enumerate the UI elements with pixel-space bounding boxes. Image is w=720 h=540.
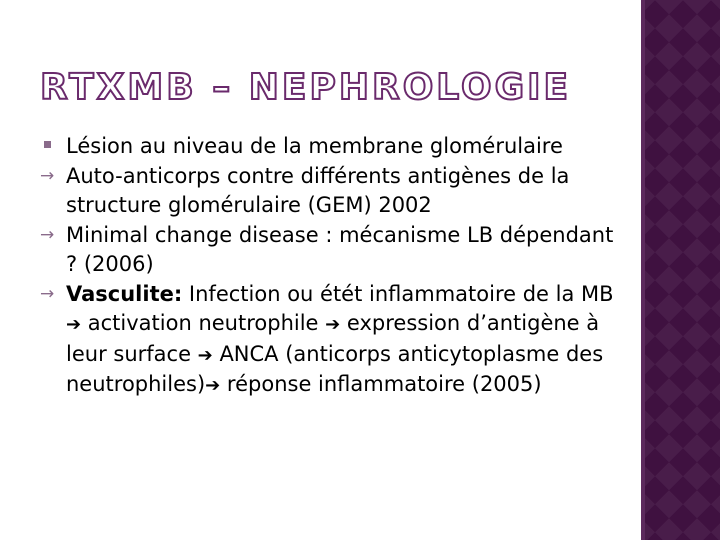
list-item <box>40 280 620 401</box>
list-item-text: Infection ou étét inflammatoire de la MB <box>182 281 614 306</box>
arrow-bullet-icon: → <box>40 283 55 304</box>
arrow-bullet-icon: → <box>40 224 55 245</box>
right-arrow-icon: ➔ <box>66 314 82 335</box>
list-item-label: Vasculite: <box>66 281 183 306</box>
right-arrow-icon: ➔ <box>325 314 341 335</box>
list-item-text: réponse inflammatoire (2005) <box>220 372 542 396</box>
right-arrow-icon: ➔ <box>197 344 213 366</box>
list-item-text: expression d’antigène à leur surface <box>66 311 600 366</box>
arrow-bullet-icon: → <box>40 165 55 186</box>
list-item-text: Minimal change disease : mécanisme LB dépendant ? (2006) <box>66 222 614 276</box>
list-item-text: Auto-anticorps contre différents antigènes de la structure glomérulaire (GEM) 2002 <box>66 163 570 217</box>
list-item <box>40 132 620 162</box>
square-bullet-icon <box>44 141 51 148</box>
list-item-text: ANCA (anticorps anticytoplasme des neutrophiles) <box>66 341 604 396</box>
list-item <box>40 162 620 221</box>
decorative-side-panel <box>641 0 720 540</box>
right-arrow-icon: ➔ <box>205 375 221 396</box>
bullet-list <box>40 132 620 401</box>
list-item <box>40 221 620 280</box>
list-item-text: Lésion au niveau de la membrane glomérulaire <box>66 134 563 158</box>
list-item-text: activation neutrophile <box>81 311 326 335</box>
slide-title: RTXMB – NEPHROLOGIE <box>40 67 572 108</box>
